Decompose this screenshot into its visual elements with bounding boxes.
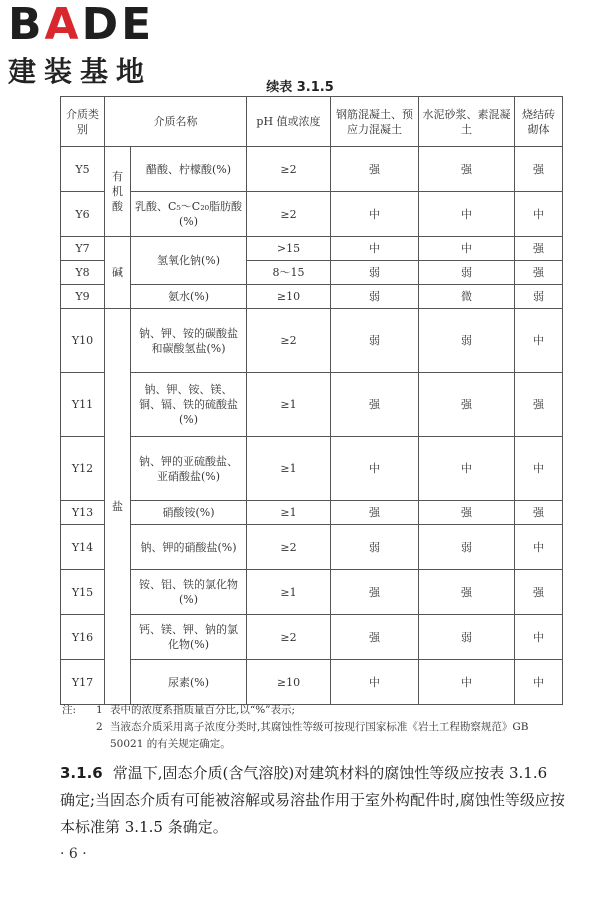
cell-name: 醋酸、柠檬酸(%) [131, 147, 247, 192]
table-row [61, 285, 563, 309]
logo-subtitle: 建装基地 [8, 55, 153, 88]
cell-brick: 强 [515, 373, 563, 437]
cell-brick: 中 [515, 192, 563, 237]
cell-mortar: 弱 [419, 261, 515, 285]
cell-id: Y6 [61, 192, 105, 237]
cell-id: Y14 [61, 525, 105, 570]
cell-ph: 8～15 [247, 261, 331, 285]
cell-ph: ≥1 [247, 373, 331, 437]
clause-text: 常温下,固态介质(含气溶胶)对建筑材料的腐蚀性等级应按表 3.1.6 确定;当固态介质有可能被溶解或易溶盐作用于室外构配件时,腐蚀性等级应按本标准第 3.1.5 条确定。 [60, 764, 565, 836]
cell-id: Y8 [61, 261, 105, 285]
note-text: 当液态介质采用离子浓度分类时,其腐蚀性等级可按现行国家标准《岩土工程勘察规范》GB 50021 的有关规定确定。 [110, 721, 529, 750]
cell-ph: >15 [247, 237, 331, 261]
cell-mortar: 强 [419, 147, 515, 192]
table-row [61, 615, 563, 660]
note-index: 2 [96, 721, 103, 733]
table-row [61, 237, 563, 261]
cell-brick: 中 [515, 525, 563, 570]
cell-brick: 弱 [515, 285, 563, 309]
cell-ph: ≥2 [247, 525, 331, 570]
cell-mortar: 弱 [419, 525, 515, 570]
header-brick: 烧结砖砌体 [515, 97, 563, 147]
header-ph: pH 值或浓度 [247, 97, 331, 147]
cell-name: 硝酸铵(%) [131, 501, 247, 525]
notes-label: 注: [62, 704, 77, 716]
note-item [62, 702, 562, 719]
cell-name: 钠、钾的亚硫酸盐、亚硝酸盐(%) [131, 437, 247, 501]
page-number: · 6 · [60, 846, 87, 862]
cell-rc: 强 [331, 570, 419, 615]
table-row [61, 192, 563, 237]
cell-rc: 弱 [331, 261, 419, 285]
cell-mortar: 强 [419, 501, 515, 525]
cell-rc: 强 [331, 373, 419, 437]
cell-rc: 弱 [331, 309, 419, 373]
table-notes [62, 702, 562, 753]
table-row [61, 501, 563, 525]
cell-brick: 中 [515, 615, 563, 660]
cell-name: 铵、铝、铁的氯化物(%) [131, 570, 247, 615]
cell-name: 乳酸、C₅～C₂₀脂肪酸(%) [131, 192, 247, 237]
table-row [61, 309, 563, 373]
cell-name: 钠、钾、铵、镁、铜、镉、铁的硫酸盐(%) [131, 373, 247, 437]
cell-ph: ≥2 [247, 615, 331, 660]
cell-id: Y17 [61, 660, 105, 705]
cell-rc: 弱 [331, 525, 419, 570]
table-row [61, 147, 563, 192]
cell-ph: ≥2 [247, 309, 331, 373]
cell-brick: 中 [515, 660, 563, 705]
header-name: 介质名称 [105, 97, 247, 147]
cell-mortar: 强 [419, 373, 515, 437]
cell-ph: ≥1 [247, 437, 331, 501]
cell-mortar: 强 [419, 570, 515, 615]
note-text: 表中的浓度系指质量百分比,以“%”表示; [110, 704, 296, 716]
cell-name: 尿素(%) [131, 660, 247, 705]
cell-ph: ≥10 [247, 660, 331, 705]
cell-name: 钙、镁、钾、钠的氯化物(%) [131, 615, 247, 660]
clause-number: 3.1.6 [60, 764, 103, 782]
cell-ph: ≥2 [247, 192, 331, 237]
cell-id: Y16 [61, 615, 105, 660]
cell-brick: 强 [515, 147, 563, 192]
cell-ph: ≥1 [247, 570, 331, 615]
logo-letter-accent: A [44, 0, 82, 50]
table-header-row [61, 97, 563, 147]
cell-ph: ≥2 [247, 147, 331, 192]
cell-brick: 强 [515, 501, 563, 525]
cell-brick: 强 [515, 237, 563, 261]
cell-name: 钠、钾、铵的碳酸盐和碳酸氢盐(%) [131, 309, 247, 373]
cell-brick: 中 [515, 437, 563, 501]
cell-id: Y5 [61, 147, 105, 192]
cell-rc: 中 [331, 192, 419, 237]
header-rc: 钢筋混凝土、预应力混凝土 [331, 97, 419, 147]
cell-id: Y9 [61, 285, 105, 309]
header-mortar: 水泥砂浆、素混凝土 [419, 97, 515, 147]
cell-id: Y11 [61, 373, 105, 437]
table-row [61, 570, 563, 615]
cell-rc: 强 [331, 615, 419, 660]
cell-mortar: 弱 [419, 615, 515, 660]
logo-wordmark [8, 2, 154, 48]
cell-rc: 强 [331, 147, 419, 192]
cell-rc: 中 [331, 237, 419, 261]
cell-name: 氨水(%) [131, 285, 247, 309]
header-category: 介质类别 [61, 97, 105, 147]
clause-paragraph [60, 760, 565, 841]
cell-rc: 中 [331, 437, 419, 501]
cell-id: Y12 [61, 437, 105, 501]
logo-letter: DE [81, 0, 155, 50]
table-row [61, 437, 563, 501]
cell-id: Y7 [61, 237, 105, 261]
table-row [61, 525, 563, 570]
cell-brick: 中 [515, 309, 563, 373]
cell-brick: 强 [515, 261, 563, 285]
corrosion-table [60, 96, 563, 705]
cell-mortar: 中 [419, 437, 515, 501]
cell-brick: 强 [515, 570, 563, 615]
group-organic-acid: 有机酸 [105, 147, 131, 237]
logo-letter: B [8, 0, 45, 50]
group-salt: 盐 [105, 309, 131, 705]
cell-id: Y10 [61, 309, 105, 373]
note-item [62, 719, 562, 753]
cell-rc: 弱 [331, 285, 419, 309]
cell-name: 钠、钾的硝酸盐(%) [131, 525, 247, 570]
cell-mortar: 中 [419, 192, 515, 237]
cell-id: Y15 [61, 570, 105, 615]
table-row [61, 660, 563, 705]
cell-id: Y13 [61, 501, 105, 525]
table-caption: 续表 3.1.5 [266, 80, 334, 95]
cell-mortar: 中 [419, 237, 515, 261]
cell-rc: 强 [331, 501, 419, 525]
group-alkali: 碱 [105, 237, 131, 309]
cell-mortar: 中 [419, 660, 515, 705]
cell-mortar: 弱 [419, 309, 515, 373]
cell-rc: 中 [331, 660, 419, 705]
table-row [61, 373, 563, 437]
cell-ph: ≥1 [247, 501, 331, 525]
cell-name: 氢氧化钠(%) [131, 237, 247, 285]
note-index: 1 [96, 704, 103, 716]
cell-mortar: 微 [419, 285, 515, 309]
cell-ph: ≥10 [247, 285, 331, 309]
